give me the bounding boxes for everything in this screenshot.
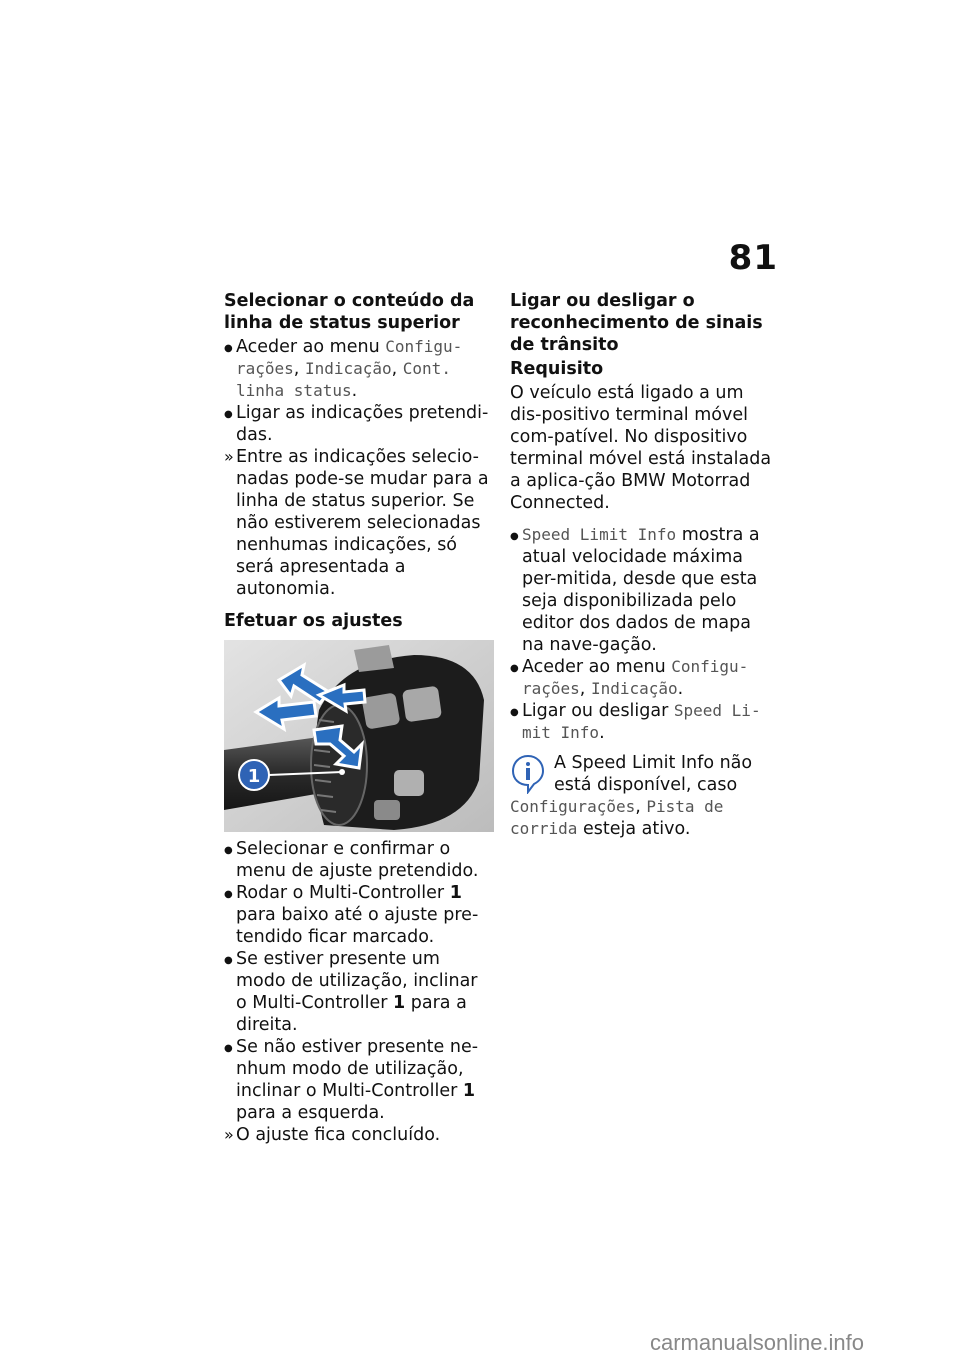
result-arrow-icon xyxy=(224,446,234,469)
note-text: A Speed Limit Info não está disponível, caso xyxy=(554,753,753,795)
bullet-icon xyxy=(224,882,233,906)
section-title-traffic-signs: Ligar ou desligar o reconhecimento de sinais de trânsito xyxy=(510,291,763,355)
menu-path: Pista de corrida xyxy=(510,797,724,838)
section-title-status-line: Selecionar o conteúdo da linha de status superior xyxy=(224,291,475,333)
watermark: carmanualsonline.info xyxy=(650,1330,865,1355)
menu-path: Configurações xyxy=(510,797,636,816)
result-arrow-icon xyxy=(224,1124,234,1147)
bullet-icon xyxy=(224,402,233,426)
list-item: ● Rodar o Multi-Controller 1 para baixo até o ajuste pre-tendido ficar marcado. xyxy=(224,882,492,948)
bullet-icon xyxy=(224,1036,233,1060)
list-item: ● Selecionar e confirmar o menu de ajuste pretendido. xyxy=(224,838,492,882)
requirement-text: O veículo está ligado a um dis-positivo terminal móvel com-patível. No dispositivo terminal móvel está instalada a aplica-ção BMW Motorrad Connected. xyxy=(510,383,772,513)
list-item: ● Aceder ao menu Configu-rações, Indicação, Cont. linha status. xyxy=(224,336,492,402)
list-item: ● Se estiver presente um modo de utilização, inclinar o Multi-Controller 1 para a direita. xyxy=(224,948,492,1036)
menu-path: Configu-rações xyxy=(236,337,463,378)
info-note: A Speed Limit Info não está disponível, caso Configurações, Pista de corrida esteja ativo. xyxy=(510,752,778,840)
list-item: ● Aceder ao menu Configu-rações, Indicação. xyxy=(510,656,778,700)
bullet-icon xyxy=(510,524,519,548)
handlebar-illustration xyxy=(224,640,494,832)
multi-controller-figure xyxy=(224,640,494,832)
result-item: » Entre as indicações selecio-nadas pode-se mudar para a linha de status superior. Se não estiverem selecionadas nenhumas indicações, só será apresentada a autonomia. xyxy=(224,446,492,600)
bullet-icon xyxy=(224,948,233,972)
list-item: ● Speed Limit Info mostra a atual velocidade máxima per-mitida, desde que esta seja disponibilizada pelo editor dos dados de mapa na nave-gação. xyxy=(510,524,778,656)
menu-path: Configu-rações xyxy=(522,657,749,698)
menu-path: Indicação xyxy=(590,679,678,698)
left-column xyxy=(224,290,492,1146)
bullet-icon xyxy=(224,336,233,360)
menu-path: Speed Li-mit Info xyxy=(522,701,761,742)
list-item: ● Se não estiver presente ne-nhum modo de utilização, inclinar o Multi-Controller 1 para a esquerda. xyxy=(224,1036,492,1124)
menu-path: Indicação xyxy=(304,359,392,378)
page-number: 81 xyxy=(728,238,778,278)
bullet-icon xyxy=(510,700,519,724)
right-column xyxy=(510,290,778,840)
section-title-settings: Efetuar os ajustes xyxy=(224,611,403,631)
list-item: ● Ligar ou desligar Speed Li-mit Info. xyxy=(510,700,778,744)
menu-path: Cont. linha status xyxy=(236,359,451,400)
bullet-icon xyxy=(510,656,519,680)
figure-label-1: 1 xyxy=(247,766,261,787)
requirement-title: Requisito xyxy=(510,359,604,379)
result-item: » O ajuste fica concluído. xyxy=(224,1124,492,1146)
info-icon xyxy=(510,754,546,794)
bullet-icon xyxy=(224,838,233,862)
menu-path: Speed Limit Info xyxy=(522,525,677,544)
list-item: ● Ligar as indicações pretendi-das. xyxy=(224,402,492,446)
